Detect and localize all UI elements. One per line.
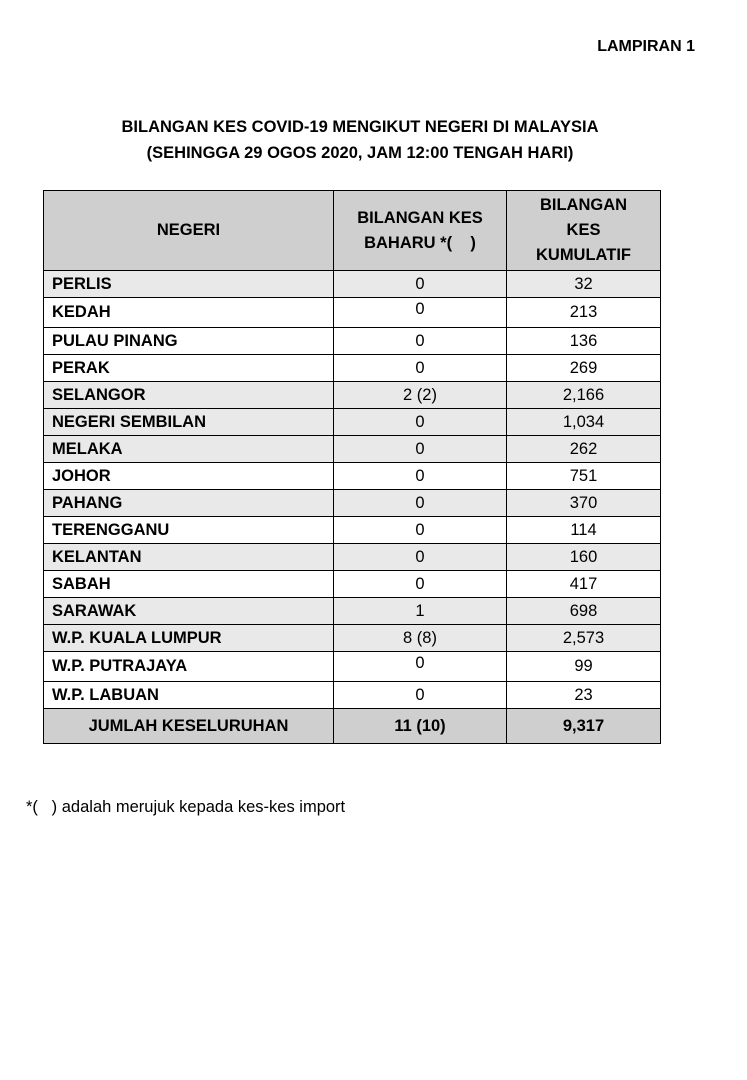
title-line-1: BILANGAN KES COVID-19 MENGIKUT NEGERI DI MALAYSIA	[121, 118, 599, 136]
row-state: PERAK	[44, 355, 334, 382]
row-state: PAHANG	[44, 490, 334, 517]
row-cumulative: 23	[507, 682, 661, 709]
table-row	[44, 271, 661, 298]
cases-table	[43, 190, 661, 744]
header-cum-line-2: KES	[566, 221, 601, 239]
row-new-cases: 0	[334, 652, 507, 682]
row-new-cases: 0	[334, 571, 507, 598]
table-row	[44, 571, 661, 598]
row-cumulative: 2,573	[507, 625, 661, 652]
row-cumulative: 417	[507, 571, 661, 598]
total-label: JUMLAH KESELURUHAN	[44, 709, 334, 744]
header-new-line-2: BAHARU *( )	[364, 233, 476, 252]
total-cumulative: 9,317	[507, 709, 661, 744]
row-state: SELANGOR	[44, 382, 334, 409]
row-new-cases: 0	[334, 355, 507, 382]
row-cumulative: 136	[507, 328, 661, 355]
header-cum-line-3: KUMULATIF	[535, 246, 631, 264]
header-new-line-1: BILANGAN KES	[357, 208, 483, 227]
table-row	[44, 463, 661, 490]
row-cumulative: 99	[507, 652, 661, 682]
header-cum-line-1: BILANGAN	[539, 196, 628, 214]
row-state: TERENGGANU	[44, 517, 334, 544]
table-row	[44, 436, 661, 463]
row-cumulative: 2,166	[507, 382, 661, 409]
row-state: KELANTAN	[44, 544, 334, 571]
row-cumulative: 269	[507, 355, 661, 382]
row-state: SARAWAK	[44, 598, 334, 625]
row-state: W.P. LABUAN	[44, 682, 334, 709]
row-cumulative: 751	[507, 463, 661, 490]
table-row	[44, 682, 661, 709]
table-header-row	[44, 191, 661, 271]
table-row	[44, 625, 661, 652]
appendix-label: LAMPIRAN 1	[597, 38, 695, 55]
row-state: MELAKA	[44, 436, 334, 463]
row-state: W.P. KUALA LUMPUR	[44, 625, 334, 652]
footnote: *( ) adalah merujuk kepada kes-kes import	[26, 798, 346, 816]
table-row	[44, 490, 661, 517]
document-title	[0, 114, 720, 166]
row-state: NEGERI SEMBILAN	[44, 409, 334, 436]
row-state: SABAH	[44, 571, 334, 598]
row-cumulative: 262	[507, 436, 661, 463]
table-row	[44, 652, 661, 682]
table-row	[44, 355, 661, 382]
row-cumulative: 1,034	[507, 409, 661, 436]
table-row	[44, 598, 661, 625]
row-cumulative: 370	[507, 490, 661, 517]
table-row	[44, 544, 661, 571]
row-state: PERLIS	[44, 271, 334, 298]
row-new-cases: 0	[334, 490, 507, 517]
row-new-cases: 1	[334, 598, 507, 625]
table-row	[44, 298, 661, 328]
row-state: PULAU PINANG	[44, 328, 334, 355]
table-row	[44, 328, 661, 355]
total-row	[44, 709, 661, 744]
table-row	[44, 382, 661, 409]
row-new-cases: 0	[334, 436, 507, 463]
row-new-cases: 0	[334, 544, 507, 571]
row-new-cases: 0	[334, 463, 507, 490]
row-cumulative: 114	[507, 517, 661, 544]
row-state: KEDAH	[44, 298, 334, 328]
row-new-cases: 2 (2)	[334, 382, 507, 409]
row-state: W.P. PUTRAJAYA	[44, 652, 334, 682]
row-new-cases: 0	[334, 271, 507, 298]
row-new-cases: 0	[334, 328, 507, 355]
row-new-cases: 0	[334, 409, 507, 436]
row-new-cases: 8 (8)	[334, 625, 507, 652]
title-line-2: (SEHINGGA 29 OGOS 2020, JAM 12:00 TENGAH HARI)	[146, 144, 574, 162]
row-state: JOHOR	[44, 463, 334, 490]
table-row	[44, 409, 661, 436]
header-new-cases	[334, 191, 507, 271]
row-cumulative: 213	[507, 298, 661, 328]
row-cumulative: 698	[507, 598, 661, 625]
row-cumulative: 160	[507, 544, 661, 571]
total-new-cases: 11 (10)	[334, 709, 507, 744]
table-row	[44, 517, 661, 544]
row-new-cases: 0	[334, 298, 507, 328]
row-new-cases: 0	[334, 682, 507, 709]
header-cumulative	[507, 191, 661, 271]
header-state: NEGERI	[44, 191, 334, 271]
row-cumulative: 32	[507, 271, 661, 298]
row-new-cases: 0	[334, 517, 507, 544]
